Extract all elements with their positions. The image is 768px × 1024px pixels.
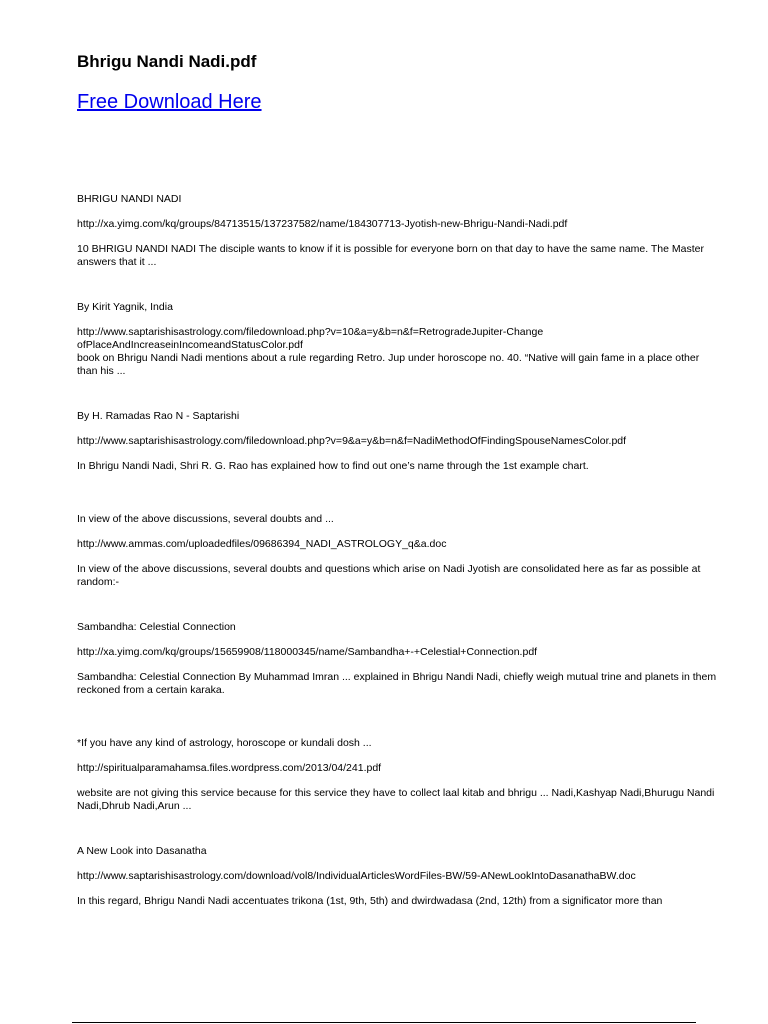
result-item [77,621,717,697]
result-url[interactable]: http://www.saptarishisastrology.com/download/vol8/IndividualArticlesWordFiles-BW/59-ANewLookIntoDasanathaBW.doc [77,870,636,882]
result-url[interactable]: http://xa.yimg.com/kq/groups/84713515/137237582/name/184307713-Jyotish-new-Bhrigu-Nandi-Nadi.pdf [77,218,568,230]
result-item [77,410,717,473]
result-item [77,193,717,269]
result-title: A New Look into Dasanatha [77,845,207,857]
result-item [77,737,717,813]
result-snippet: In Bhrigu Nandi Nadi, Shri R. G. Rao has explained how to find out one’s name through the 1st example chart. [77,460,589,472]
result-item [77,513,717,589]
free-download-link[interactable]: Free Download Here [77,91,262,113]
result-title: By Kirit Yagnik, India [77,301,173,313]
result-title: In view of the above discussions, several doubts and ... [77,513,334,525]
result-snippet: In this regard, Bhrigu Nandi Nadi accentuates trikona (1st, 9th, 5th) and dwirdwadasa (2nd, 12th) from a significator more than [77,895,663,907]
result-title: Sambandha: Celestial Connection [77,621,236,633]
result-snippet: book on Bhrigu Nandi Nadi mentions about a rule regarding Retro. Jup under horoscope no. 40. “Native will gain fame in a place other than his ... [77,352,700,377]
results-list [77,193,717,940]
result-item [77,845,717,908]
result-snippet: website are not giving this service because for this service they have to collect laal kitab and bhrigu ... Nadi,Kashyap Nadi,Bhurugu Nandi Nadi,Dhrub Nadi,Arun ... [77,787,715,812]
result-snippet: In view of the above discussions, several doubts and questions which arise on Nadi Jyotish are consolidated here as far as possible at random:- [77,563,701,588]
result-title: BHRIGU NANDI NADI [77,193,182,205]
result-url[interactable]: http://xa.yimg.com/kq/groups/15659908/118000345/name/Sambandha+-+Celestial+Connection.pdf [77,646,538,658]
page-divider [72,1022,696,1023]
result-title: By H. Ramadas Rao N - Saptarishi [77,410,240,422]
result-snippet: 10 BHRIGU NANDI NADI The disciple wants to know if it is possible for everyone born on that day to have the same name. The Master answers that it ... [77,243,704,268]
result-snippet: Sambandha: Celestial Connection By Muhammad Imran ... explained in Bhrigu Nandi Nadi, chiefly weigh mutual trine and planets in them reckoned from a certain karaka. [77,671,717,696]
result-title: *If you have any kind of astrology, horoscope or kundali dosh ... [77,737,372,749]
result-item [77,301,717,378]
result-url[interactable]: http://www.saptarishisastrology.com/filedownload.php?v=10&a=y&b=n&f=RetrogradeJupiter-ChangeofPlaceAndIncreaseinIncomeandStatusColor.pdf [77,326,544,351]
result-url[interactable]: http://spiritualparamahamsa.files.wordpress.com/2013/04/241.pdf [77,762,382,774]
document-title: Bhrigu Nandi Nadi.pdf [77,52,257,71]
result-url[interactable]: http://www.saptarishisastrology.com/filedownload.php?v=9&a=y&b=n&f=NadiMethodOfFindingSpouseNamesColor.pdf [77,435,627,447]
result-url[interactable]: http://www.ammas.com/uploadedfiles/09686394_NADI_ASTROLOGY_q&a.doc [77,538,447,550]
